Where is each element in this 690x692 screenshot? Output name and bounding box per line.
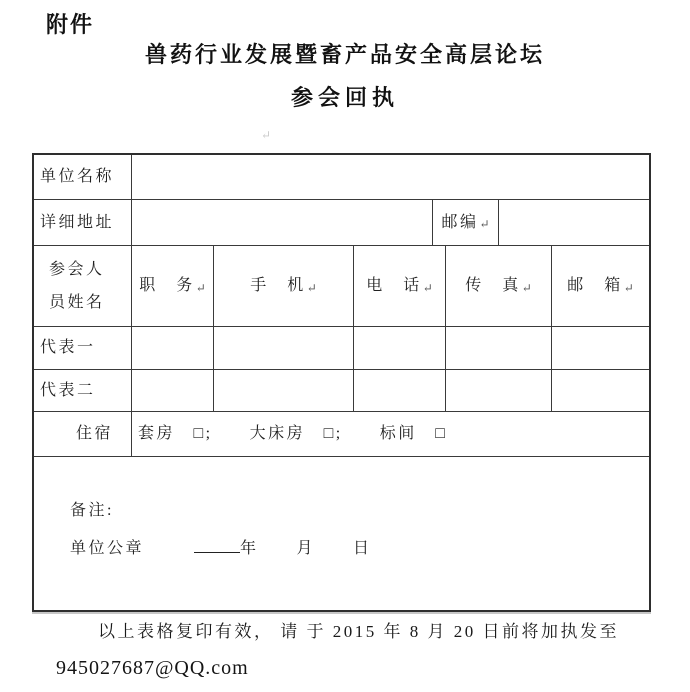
col-header-mobile xyxy=(213,245,353,326)
postcode-label-text: 邮编 xyxy=(441,213,479,231)
line-break-mark-icon: ↵ xyxy=(306,280,317,295)
seal-line xyxy=(70,538,372,559)
line-break-mark-icon: ↵ xyxy=(521,280,532,295)
page-subtitle: 参会回执 xyxy=(290,85,399,110)
col-header-phone-text: 电 话 xyxy=(366,277,422,294)
attachment-label: 附件 xyxy=(46,12,95,37)
remarks-label: 备注: xyxy=(70,502,114,519)
email-address: 945027687@QQ.com xyxy=(56,657,249,679)
participants-label-line1: 参会人 xyxy=(49,261,105,278)
line-break-mark-icon: ↵ xyxy=(422,280,433,295)
lodging-options[interactable]: 套房 □; 大床房 □; 标间 □ xyxy=(131,411,649,456)
rep1-email-cell[interactable] xyxy=(551,326,649,369)
unit-name-label: 单位名称 xyxy=(40,168,115,185)
paragraph-mark-icon: ↵ xyxy=(261,128,272,142)
col-header-position xyxy=(131,245,213,326)
footer-note: 以上表格复印有效， 请 于 2015 年 8 月 20 日前将加执发至 xyxy=(98,622,619,641)
date-year-label: 年 xyxy=(240,540,259,557)
lodging-label: 住宿 xyxy=(34,411,131,456)
address-label: 详细地址 xyxy=(34,199,131,245)
col-header-phone xyxy=(353,245,445,326)
registration-table xyxy=(32,153,651,612)
col-header-position-text: 职 务 xyxy=(139,277,195,294)
address-input-cell[interactable] xyxy=(131,199,432,245)
line-break-mark-icon: ↵ xyxy=(623,280,634,295)
rep1-position-cell[interactable] xyxy=(131,326,213,369)
page-title: 兽药行业发展暨畜产品安全高层论坛 xyxy=(144,42,545,67)
col-header-mobile-text: 手 机 xyxy=(250,277,306,294)
remarks-cell[interactable] xyxy=(34,456,649,610)
line-break-mark-icon: ↵ xyxy=(479,217,490,231)
rep1-fax-cell[interactable] xyxy=(445,326,551,369)
rep2-position-cell[interactable] xyxy=(131,369,213,411)
participants-header-label xyxy=(34,245,131,326)
postcode-label xyxy=(432,199,498,245)
seal-label: 单位公章 xyxy=(70,540,145,557)
rep2-fax-cell[interactable] xyxy=(445,369,551,411)
line-break-mark-icon: ↵ xyxy=(195,280,206,295)
unit-name-input-cell[interactable] xyxy=(131,155,649,199)
blank-underline[interactable] xyxy=(194,538,240,553)
rep1-phone-cell[interactable] xyxy=(353,326,445,369)
participants-label-line2: 员姓名 xyxy=(49,294,105,311)
rep1-mobile-cell[interactable] xyxy=(213,326,353,369)
date-month-label: 月 xyxy=(296,540,316,557)
postcode-input-cell[interactable] xyxy=(498,199,649,245)
rep2-email-cell[interactable] xyxy=(551,369,649,411)
rep2-phone-cell[interactable] xyxy=(353,369,445,411)
rep1-label: 代表一 xyxy=(34,326,131,369)
rep2-mobile-cell[interactable] xyxy=(213,369,353,411)
date-day-label: 日 xyxy=(353,540,372,557)
col-header-email xyxy=(551,245,649,326)
col-header-fax-text: 传 真 xyxy=(465,277,521,294)
col-header-fax xyxy=(445,245,551,326)
rep2-label: 代表二 xyxy=(34,369,131,411)
col-header-email-text: 邮 箱 xyxy=(567,277,623,294)
